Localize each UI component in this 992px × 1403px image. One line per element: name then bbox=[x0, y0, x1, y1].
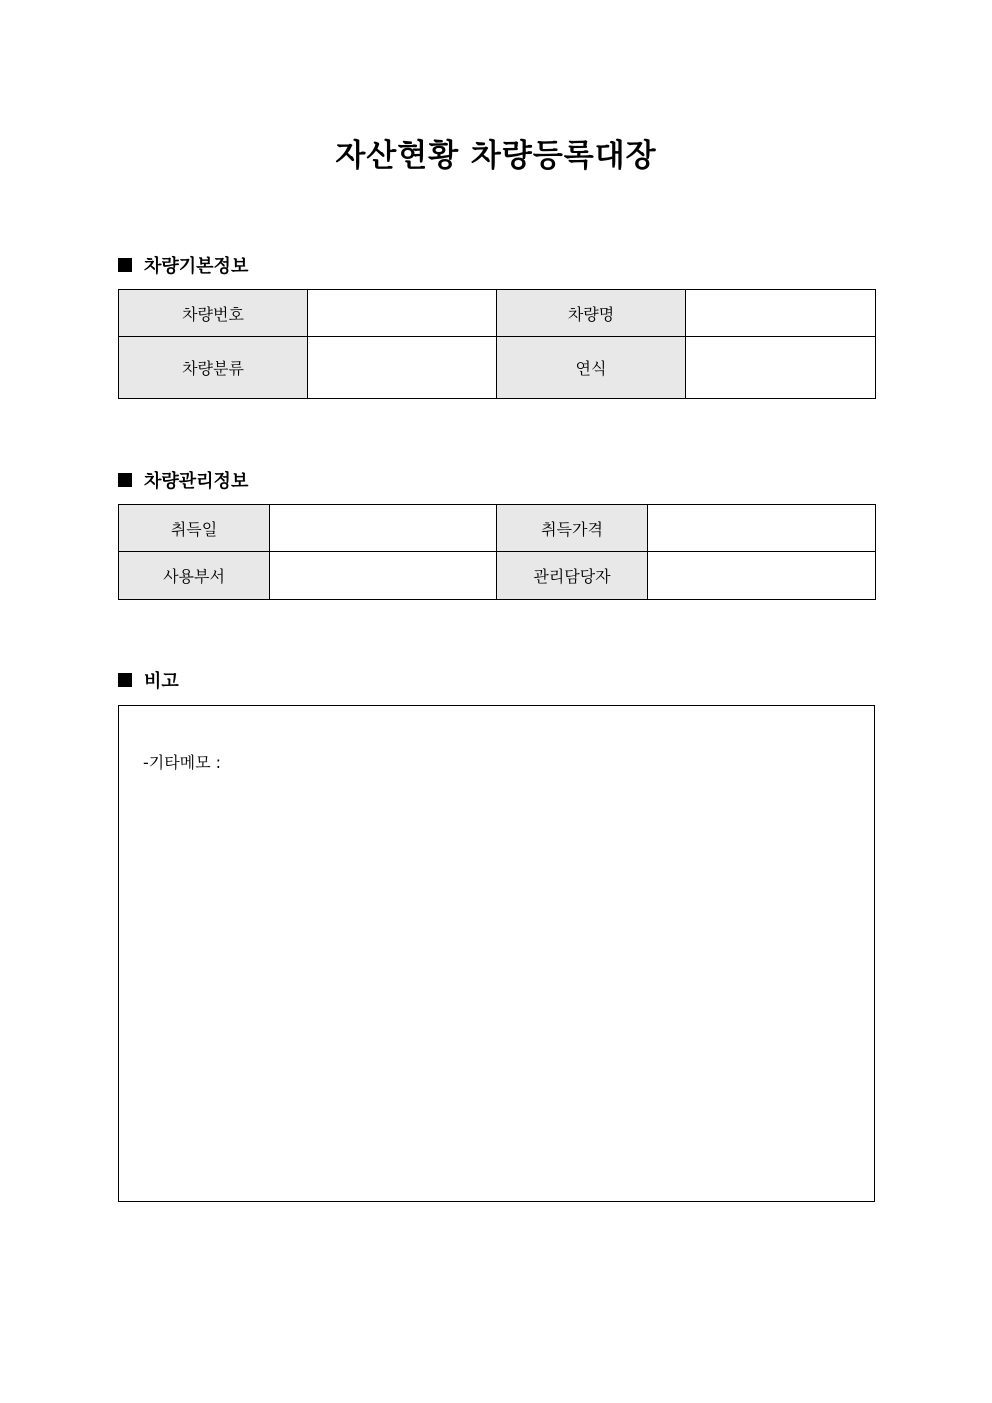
square-bullet-icon bbox=[118, 473, 132, 487]
model-year-field[interactable] bbox=[686, 337, 876, 399]
page-title: 자산현황 차량등록대장 bbox=[335, 138, 657, 174]
vehicle-class-label: 차량분류 bbox=[119, 337, 308, 399]
section-heading-text: 차량기본정보 bbox=[144, 256, 249, 277]
manager-field[interactable] bbox=[648, 552, 876, 600]
square-bullet-icon bbox=[118, 673, 132, 687]
model-year-label: 연식 bbox=[497, 337, 686, 399]
vehicle-class-field[interactable] bbox=[308, 337, 497, 399]
table-row bbox=[119, 505, 876, 552]
vehicle-name-field[interactable] bbox=[686, 290, 876, 337]
acquisition-price-label: 취득가격 bbox=[497, 505, 648, 552]
department-field[interactable] bbox=[270, 552, 497, 600]
table-row bbox=[119, 552, 876, 600]
section-heading-management-info bbox=[118, 467, 248, 493]
table-row bbox=[119, 337, 876, 399]
department-label: 사용부서 bbox=[119, 552, 270, 600]
manager-label: 관리담당자 bbox=[497, 552, 648, 600]
section-heading-remarks bbox=[118, 667, 179, 693]
table-row bbox=[119, 290, 876, 337]
memo-label: -기타메모 : bbox=[143, 753, 222, 772]
section-heading-text: 차량관리정보 bbox=[144, 471, 249, 492]
remarks-box[interactable] bbox=[118, 705, 875, 1202]
section-heading-text: 비고 bbox=[144, 671, 179, 692]
acquisition-price-field[interactable] bbox=[648, 505, 876, 552]
basic-info-table bbox=[118, 289, 876, 399]
vehicle-number-label: 차량번호 bbox=[119, 290, 308, 337]
vehicle-number-field[interactable] bbox=[308, 290, 497, 337]
acquisition-date-label: 취득일 bbox=[119, 505, 270, 552]
management-info-table bbox=[118, 504, 876, 600]
section-heading-basic-info bbox=[118, 252, 248, 278]
vehicle-name-label: 차량명 bbox=[497, 290, 686, 337]
square-bullet-icon bbox=[118, 258, 132, 272]
acquisition-date-field[interactable] bbox=[270, 505, 497, 552]
